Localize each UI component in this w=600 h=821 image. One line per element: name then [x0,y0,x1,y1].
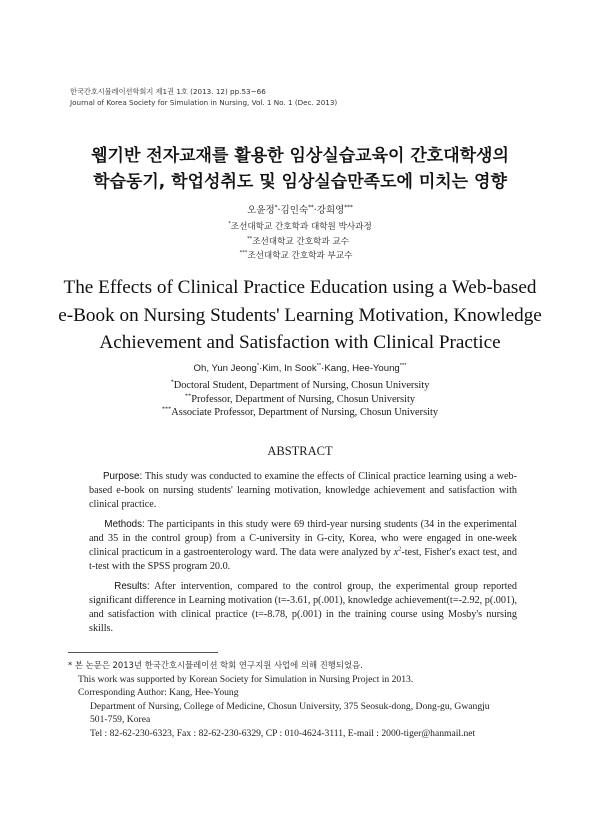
journal-header-english: Journal of Korea Society for Simulation in Nursing, Vol. 1 No. 1 (Dec. 2013) [70,98,338,107]
english-title-line-2: e-Book on Nursing Students' Learning Motivation, Knowledge [58,304,542,326]
footnote-divider [68,652,218,653]
chi-square-exponent: 2 [398,546,402,553]
author-name: Kim, In Sook [262,363,317,374]
korean-affiliations [0,220,600,264]
abstract-purpose [89,470,517,512]
affiliation-mark: * [228,221,231,228]
affiliation-item [0,249,596,264]
abstract-results [89,580,517,636]
affiliation-mark: * [170,378,174,386]
english-title [0,274,600,357]
english-title-line-3: Achievement and Satisfaction with Clinical Practice [99,332,501,353]
results-text: After intervention, compared to the control group, the experimental group reported significant difference in Learning motivation (t=-3.61, p(.001), knowledge achievement(t=-2.92, p(.001), and satisfaction with clinical practice (t=-8.78, p(.001) in the training course using Mosby's nursing skills. [89,581,518,634]
english-authors [0,362,600,375]
journal-header-korean: 한국간호시뮬레이션학회지 제1권 1호 (2013. 12) pp.53~66 [70,87,266,96]
affiliation-mark: ** [247,235,253,242]
author-name: 김인숙 [280,205,309,216]
methods-label: Methods: [104,519,145,530]
footnotes [68,659,538,741]
journal-header [70,86,337,108]
korean-title-line-1: 웹기반 전자교재를 활용한 임상실습교육이 간호대학생의 [91,146,509,166]
author-mark: *** [399,362,407,369]
author-mark: ** [308,204,314,211]
author-separator: · [313,205,317,216]
author-mark: * [256,362,260,369]
author-separator: · [321,363,325,374]
results-label: Results: [114,581,150,592]
affiliation-mark: *** [161,405,172,413]
affiliation-text: Professor, Department of Nursing, Chosun University [191,393,416,405]
corresponding-author-name: Kang, Hee-Young [169,687,239,699]
affiliation-text: 조선대학교 간호학과 대학원 박사과정 [230,222,372,232]
author-name: 강희영 [316,205,345,216]
english-affiliations [0,379,600,420]
purpose-text: This study was conducted to examine the effects of Clinical practice learning using a web-based e-book on nursing students' learning motivation, knowledge achievement and satisfaction with clinical practice. [89,471,518,510]
author-mark: *** [344,204,353,211]
funding-note-korean: * 본 논문은 2013년 한국간호시뮬레이션 학회 연구지원 사업에 의해 진행되었음. [68,660,363,670]
author-separator: · [259,363,263,374]
korean-title-line-2: 학습동기, 학업성취도 및 임상실습만족도에 미치는 영향 [93,172,507,192]
methods-text-tail: -test, Fisher's exact test, and t-test with the SPSS program 20.0. [89,546,517,572]
abstract-methods [89,518,517,574]
corresponding-author-label: Corresponding Author: [78,687,167,699]
corresponding-author [68,686,538,700]
purpose-label: Purpose: [102,471,143,482]
affiliation-item [0,379,600,393]
contact-info: Tel : 82-62-230-6323, Fax : 82-62-230-6329, CP : 010-4624-3111, E-mail : 2000-tiger@hanmail.net [90,727,476,739]
funding-note-english: This work was supported by Korean Society for Simulation in Nursing Project in 2013. [78,673,414,685]
affiliation-mark: ** [184,392,192,400]
address-line-1: Department of Nursing, College of Medicine, Chosun University, 375 Seosuk-dong, Dong-gu, Gwangju [90,700,490,712]
abstract-heading: ABSTRACT [267,444,333,458]
methods-text: The participants in this study were 69 third-year nursing students (34 in the experimental and 35 in the control group) from a C-university in G-city, Korea, who were engaged in one-week clinical practicum in a gastroenterology ward. The data were analyzed by [89,519,518,558]
author-separator: · [277,205,281,216]
affiliation-text: Associate Professor, Department of Nursing, Chosun University [171,407,439,418]
english-title-line-1: The Effects of Clinical Practice Education using a Web-based [63,277,537,298]
author-mark: * [274,204,278,211]
korean-title [0,143,600,195]
affiliation-item [0,406,600,420]
address-line-2: 501-759, Korea [90,714,151,726]
author-mark: ** [316,362,322,369]
author-name: Oh, Yun Jeong [193,363,257,374]
affiliation-text: 조선대학교 간호학과 교수 [252,236,349,247]
affiliation-item [0,235,598,250]
author-name: 오윤정 [247,205,275,216]
affiliation-text: 조선대학교 간호학과 부교수 [247,251,353,261]
korean-authors [0,204,600,217]
affiliation-item [0,220,600,235]
affiliation-item [0,393,600,407]
author-name: Kang, Hee-Young [324,363,400,374]
affiliation-mark: *** [239,250,248,257]
affiliation-text: Doctoral Student, Department of Nursing, Chosun University [173,380,430,391]
chi-square-symbol: x [393,546,399,558]
